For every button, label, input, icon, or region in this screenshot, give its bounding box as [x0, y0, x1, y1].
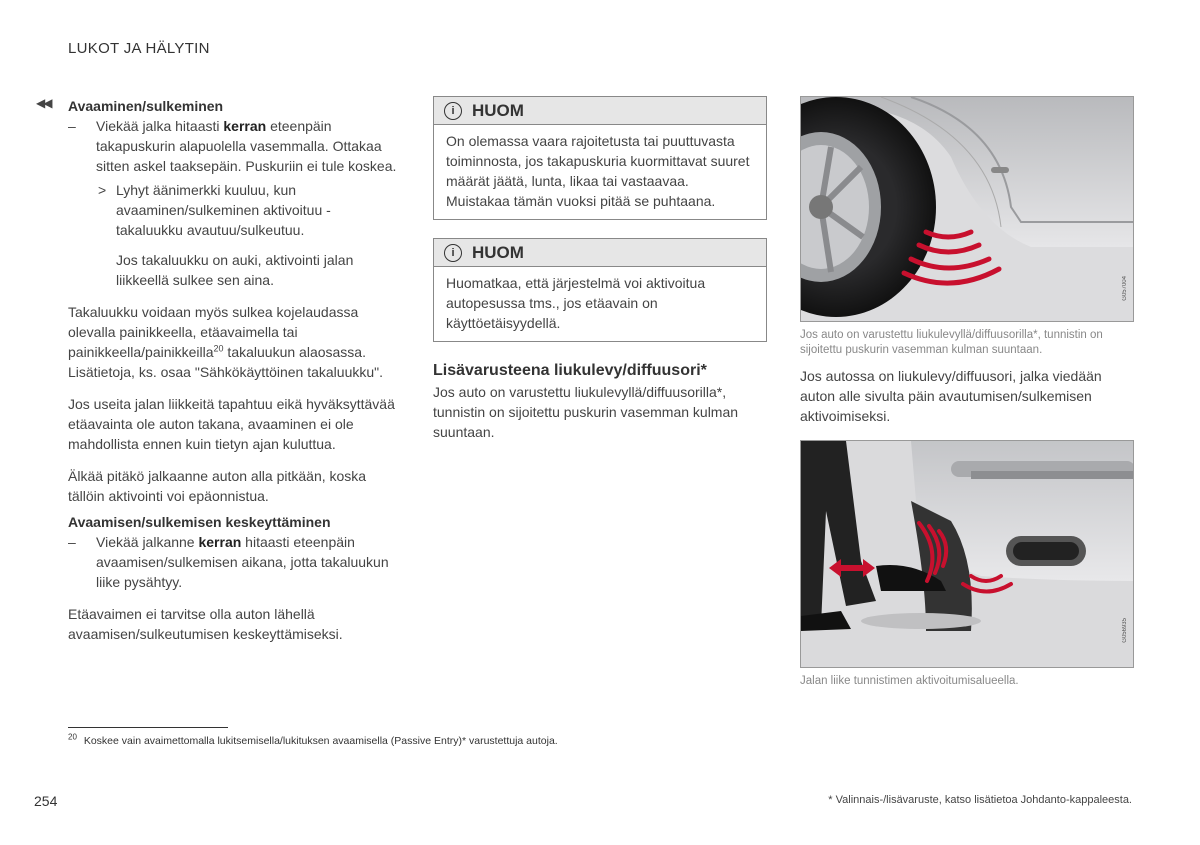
paragraph-diffuser: Jos autossa on liukulevy/diffuusori, jalka viedään auton alle sivulta päin avautumisen/sulkemisen aktivoimiseksi.: [800, 368, 1102, 424]
para-text-cont: takaluukun alaosassa. Lisätietoja, ks. osaa "Sähkökäyttöinen takaluukku".: [68, 344, 384, 380]
info-icon: i: [444, 102, 462, 120]
figure-code: G057004: [1122, 276, 1128, 301]
paragraph-multiple-movements: Jos useita jalan liikkeitä tapahtuu eikä hyväksyttävää etäavainta ole auton takana, avaaminen ei ole mahdollista ennen kuin tietyn ajan kuluttua.: [68, 396, 395, 452]
step-text: Viekää jalkanne: [96, 534, 199, 550]
note-title: HUOM: [472, 242, 524, 262]
dash-marker: –: [68, 118, 76, 134]
figure-foot-movement: [800, 440, 1134, 668]
note-header: [434, 239, 766, 267]
column-right: [800, 96, 1134, 689]
note-body: Huomatkaa, että järjestelmä voi aktivoitua autopesussa tms., jos etäavain on käyttöetäisyydellä.: [446, 275, 706, 331]
dash-marker: –: [68, 534, 76, 550]
heading-open-close: Avaaminen/sulkeminen: [68, 98, 224, 114]
figure-code: G056935: [1122, 618, 1128, 643]
step-emphasis: kerran: [198, 534, 242, 550]
footnote: [68, 732, 558, 747]
figure-caption-2: Jalan liike tunnistimen aktivoitumisalueella.: [800, 675, 1019, 687]
rear-wheel-illustration: [801, 97, 1134, 322]
figure-sensor-rear-wheel: [800, 96, 1134, 322]
step-result: [68, 180, 400, 240]
column-left: [36, 96, 400, 644]
footnote-ref: 20: [213, 343, 224, 354]
note-title: HUOM: [472, 100, 524, 120]
note-body: On olemassa vaara rajoitetusta tai puuttuvasta toiminnosta, jos takapuskuria kuormittavat suuret määrät jäätä, lunta, likaa tai vastaavaa. Muistakaa tämän vuoksi pitää se puhtaana.: [446, 133, 750, 209]
result-marker: >: [98, 182, 107, 198]
column-middle: [433, 96, 767, 442]
info-icon: i: [444, 244, 462, 262]
footnote-rule: [68, 727, 228, 728]
note-header: [434, 97, 766, 125]
paragraph-close-options: [68, 302, 400, 382]
step-text-cont: eteenpäin takapuskurin alapuolella vasemmalla. Ottakaa sitten askel taaksepäin. Puskuriin ei tule koskea.: [96, 118, 397, 174]
heading-interrupt: Avaamisen/sulkemisen keskeyttäminen: [68, 514, 331, 530]
figure-caption-1: Jos auto on varustettu liukulevyllä/diffuusorilla*, tunnistin on sijoitettu puskurin vasemman kulman suuntaan.: [800, 329, 1103, 356]
page-number: 254: [34, 793, 58, 809]
section-title-diffuser: Lisävarusteena liukulevy/diffuusori*: [433, 362, 707, 379]
foot-movement-illustration: [801, 441, 1134, 668]
step-interrupt: [68, 532, 400, 592]
footnote-text: Koskee vain avaimettomalla lukitsemisella/lukituksen avaamisella (Passive Entry)* varustettuja autoja.: [83, 735, 558, 747]
step-text-cont: hitaasti eteenpäin avaamisen/sulkemisen aikana, jotta takaluukun liike pysähtyy.: [96, 534, 389, 590]
note-box-2: [433, 238, 767, 342]
result-text: Lyhyt äänimerkki kuuluu, kun avaaminen/sulkeminen aktivoituu - takaluukku avautuu/sulkeutuu.: [116, 182, 331, 238]
para-text: Takaluukku voidaan myös sulkea kojelaudassa olevalla painikkeella, etäavaimella tai painikkeella/painikkeilla: [68, 304, 359, 360]
step-open-close: [68, 116, 400, 176]
optional-equipment-note: * Valinnais-/lisävaruste, katso lisätietoa Johdanto-kappaleesta.: [828, 794, 1132, 806]
paragraph-remote-key: Etäavaimen ei tarvitse olla auton lähellä avaamisen/sulkeutumisen keskeyttämiseksi.: [68, 606, 343, 642]
result-note: Jos takaluukku on auki, aktivointi jalan liikkeellä sulkee sen aina.: [116, 252, 354, 288]
continued-arrows-icon: ◀◀: [36, 96, 51, 110]
paragraph-keep-foot: Älkää pitäkö jalkaanne auton alla pitkään, koska tällöin aktivointi voi epäonnistua.: [68, 468, 367, 504]
page-header: LUKOT JA HÄLYTIN: [68, 40, 210, 57]
step-emphasis: kerran: [223, 118, 267, 134]
step-text: Viekää jalka hitaasti: [96, 118, 224, 134]
section-text-diffuser: Jos auto on varustettu liukulevyllä/diffuusorilla*, tunnistin on sijoitettu puskurin vasemman kulman suuntaan.: [433, 384, 739, 440]
footnote-number: 20: [68, 732, 77, 742]
note-box-1: [433, 96, 767, 220]
